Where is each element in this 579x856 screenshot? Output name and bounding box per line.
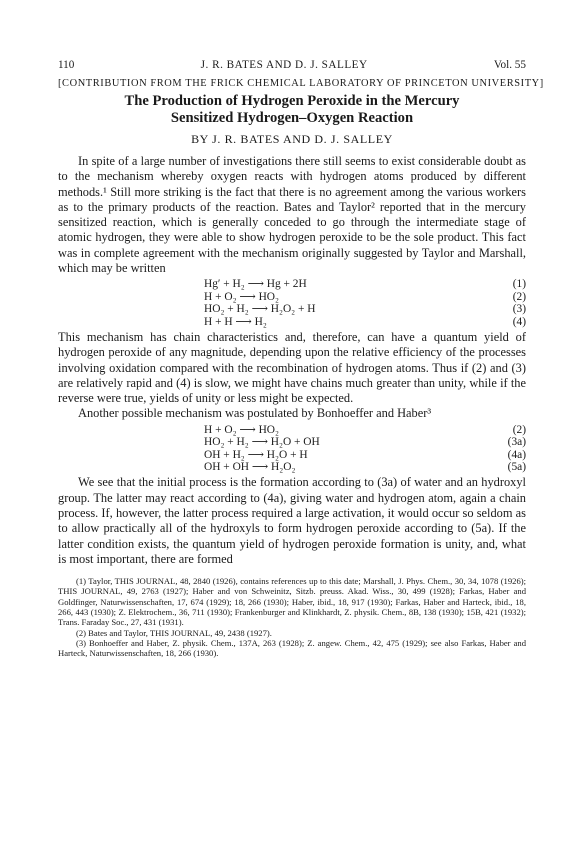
equation-number: (1) bbox=[512, 278, 526, 291]
title-line-1: The Production of Hydrogen Peroxide in the Mercury bbox=[124, 93, 460, 109]
footnote-2: (2) Bates and Taylor, THIS JOURNAL, 49, 2438 (1927). bbox=[76, 627, 272, 638]
equation-row bbox=[58, 291, 526, 303]
equation-number: (2) bbox=[512, 423, 526, 436]
equation: H + H ⟶ H₂ bbox=[204, 315, 267, 328]
equation-row bbox=[58, 436, 526, 448]
equation-number: (4) bbox=[512, 315, 526, 328]
footnote-3: (3) Bonhoeffer and Haber, Z. physik. Chem., 137A, 263 (1928); Z. angew. Chem., 42, 475 (1929); see also Farkas, Haber and Harteck, Naturwissenschaften, 18, 266 (1930). bbox=[58, 637, 526, 659]
equation: HO₂ + H₂ ⟶ H₂O₂ + H bbox=[204, 303, 316, 316]
equation: OH + OH ⟶ H₂O₂ bbox=[204, 461, 296, 473]
equation-number: (3) bbox=[512, 303, 526, 316]
equation-row bbox=[58, 449, 526, 461]
paragraph-2: This mechanism has chain characteristics and, therefore, can have a quantum yield of hydrogen peroxide of any magnitude, depending upon the relative efficiency of the processes involving oxidation compared with the recombination of hydrogen atoms. Thus if (2) and (3) are relatively rapid and (4) is slow, we might have chains much greater than unity, while if the reverse were true, yields of unity or less might be expected. bbox=[58, 330, 526, 406]
equation-row bbox=[58, 278, 526, 290]
volume-label: Vol. 55 bbox=[493, 59, 526, 71]
equation-number: (4a) bbox=[507, 448, 526, 461]
contribution-line: [CONTRIBUTION FROM THE FRICK CHEMICAL LABORATORY OF PRINCETON UNIVERSITY] bbox=[58, 78, 544, 89]
paragraph-1: In spite of a large number of investigations there still seems to exist considerable doubt as to the mechanism whereby oxygen reacts with hydrogen atoms produced by different methods.¹ Still more striking is the fact that there is no agreement among the various workers as to the primary products of the reaction. Bates and Taylor² reported that in the mercury sensitized reaction, which is generally conceded to go through the intermediate stage of atomic hydrogen, they were able to show hydrogen peroxide to be the sole product. This fact was in complete agreement with the mechanism originally suggested by Taylor and Marshall, which may be written bbox=[58, 154, 526, 276]
page-number: 110 bbox=[58, 59, 75, 71]
equation: H + O₂ ⟶ HO₂ bbox=[204, 290, 279, 303]
equation-block-1 bbox=[58, 278, 526, 328]
journal-page bbox=[58, 58, 544, 659]
equation-number: (3a) bbox=[507, 436, 526, 449]
title-line-2: Sensitized Hydrogen–Oxygen Reaction bbox=[170, 110, 414, 126]
article-title bbox=[58, 93, 526, 127]
footnotes bbox=[58, 576, 526, 658]
byline: BY J. R. BATES AND D. J. SALLEY bbox=[191, 132, 393, 146]
equation: HO₂ + H₂ ⟶ H₂O + OH bbox=[204, 436, 320, 449]
paragraph-3: Another possible mechanism was postulated by Bonhoeffer and Haber³ bbox=[78, 406, 432, 421]
footnote-1: (1) Taylor, THIS JOURNAL, 48, 2840 (1926), contains references up to this date; Marshall, J. Phys. Chem., 30, 34, 1078 (1926); THIS JOURNAL, 49, 2763 (1927); Haber and von Schweinitz, Sitzb. preuss. Akad. Wiss., 30, 499 (1928); Farkas, Haber and Goldfinger, Naturwissenschaften, 17, 674 (1929); 18, 266 (1930); Haber, ibid., 18, 917 (1930); Farkas, Haber and Harteck, ibid., 18, 266, 443 (1930); Z. Elektrochem., 36, 711 (1930); Frankenburger and Klinkhardt, Z. physik. Chem., 8B, 138 (1930); 15B, 421 (1932); Trans. Faraday Soc., 27, 431 (1931). bbox=[58, 576, 526, 628]
paragraph-4: We see that the initial process is the formation according to (3a) of water and an hydroxyl group. The latter may react according to (4a), giving water and hydrogen atom, again a chain process. If, however, the latter process required a large activation, it would occur so seldom as to allow practically all of the hydroxyls to form hydrogen peroxide according to (5a). If the latter condition exists, the quantum yield of hydrogen peroxide formation is unity, and, what is most important, there are formed bbox=[58, 475, 526, 566]
equation-row bbox=[58, 316, 526, 328]
equation-row bbox=[58, 424, 526, 436]
equation-row bbox=[58, 461, 526, 473]
equation-number: (2) bbox=[512, 290, 526, 303]
equation-number: (5a) bbox=[507, 461, 526, 473]
equation: OH + H₂ ⟶ H₂O + H bbox=[204, 448, 308, 461]
equation: Hg′ + H₂ ⟶ Hg + 2H bbox=[204, 278, 307, 291]
equation: H + O₂ ⟶ HO₂ bbox=[204, 423, 279, 436]
equation-block-2 bbox=[58, 424, 526, 474]
running-head bbox=[58, 58, 526, 72]
running-title: J. R. BATES AND D. J. SALLEY bbox=[200, 59, 368, 71]
equation-row bbox=[58, 303, 526, 315]
